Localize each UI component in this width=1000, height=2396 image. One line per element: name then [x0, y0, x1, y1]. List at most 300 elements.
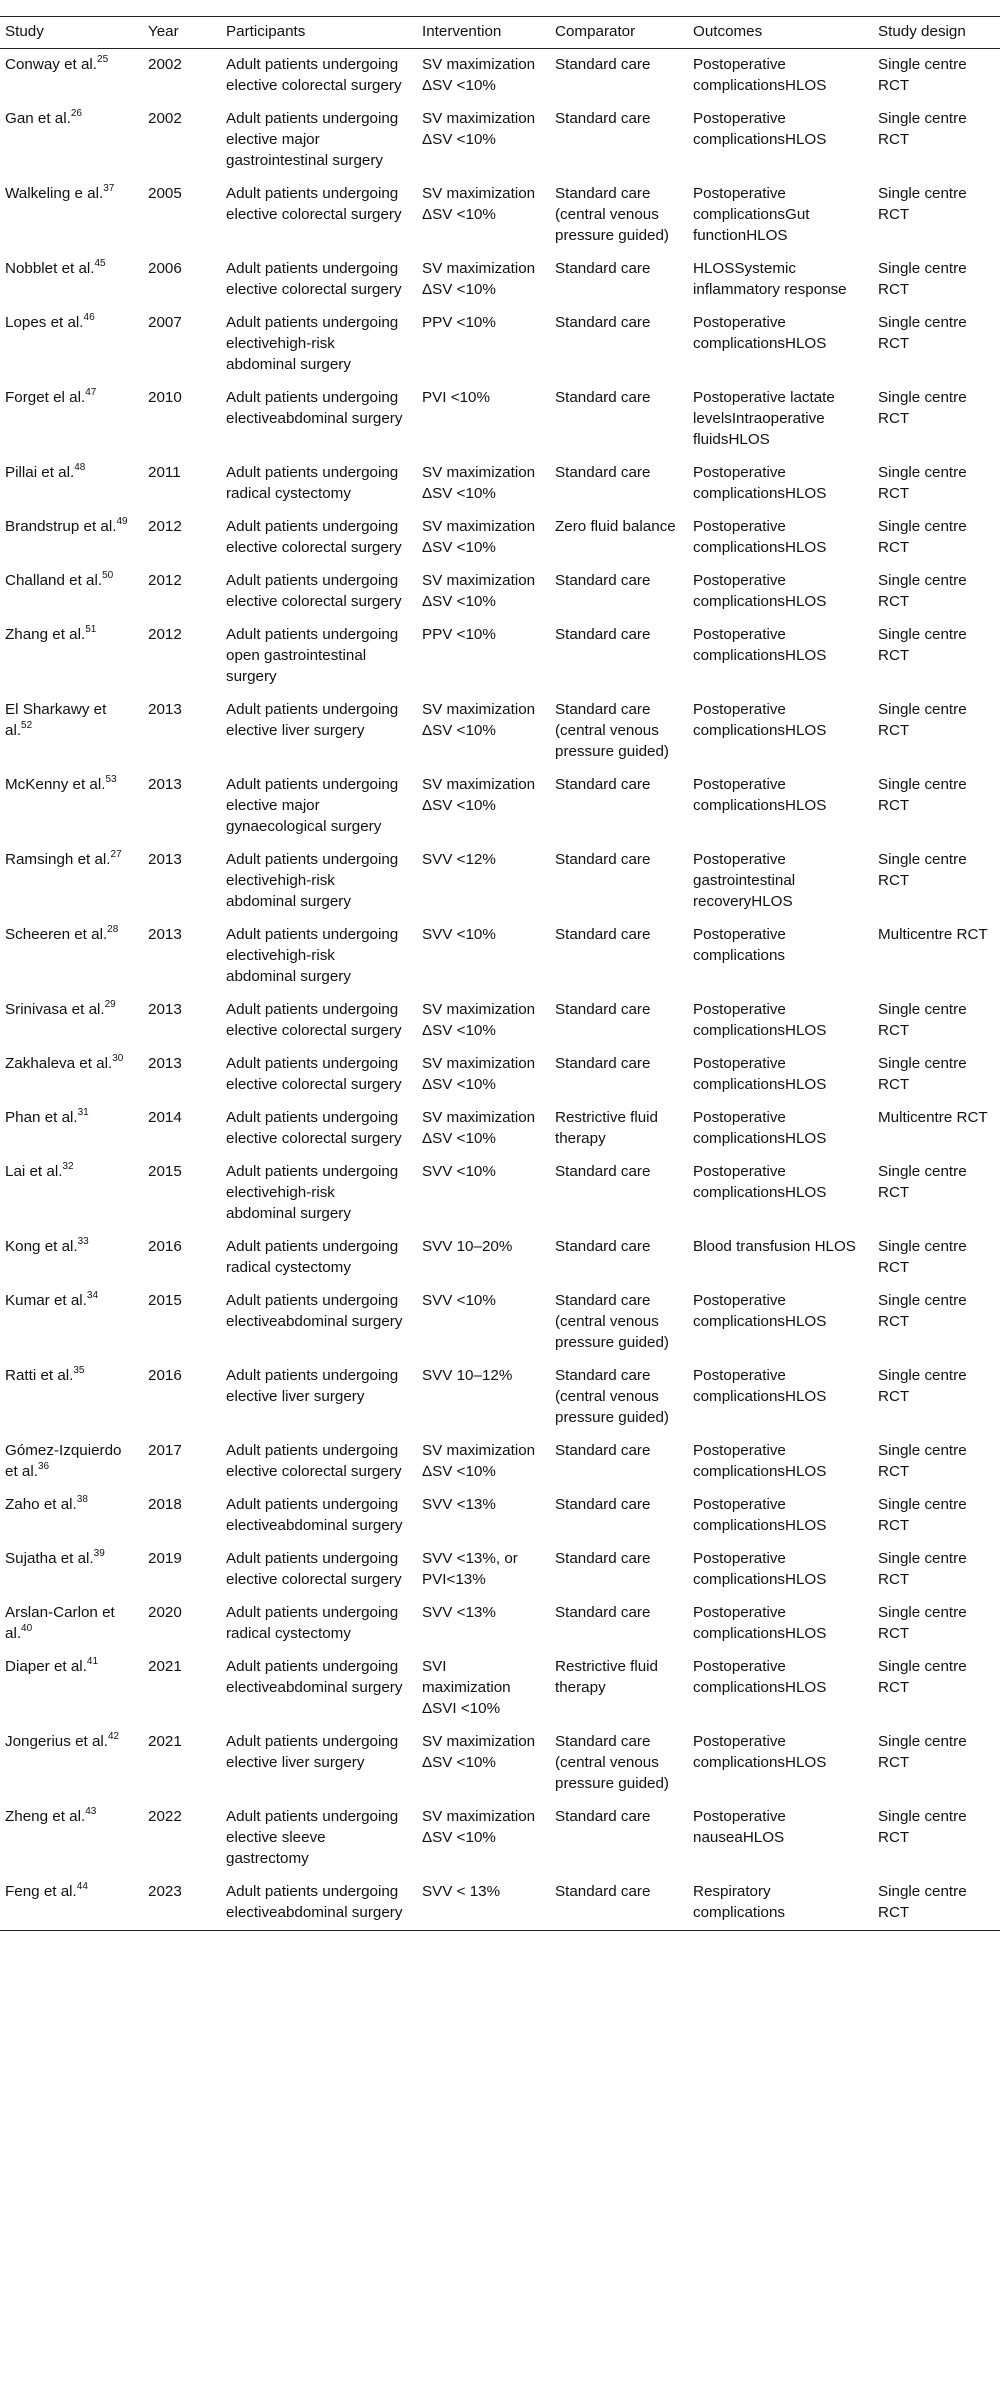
- cell-study: [0, 1543, 140, 1597]
- table-row: [0, 1435, 1000, 1489]
- cell-comparator: Standard care: [555, 1163, 651, 1180]
- table-row: [0, 457, 1000, 511]
- header-study-design: Study design: [870, 17, 1000, 49]
- cell-participants: Adult patients undergoing electiveabdominal surgery: [226, 1658, 403, 1696]
- cell-outcomes: Postoperative complicationsHLOS: [693, 626, 827, 664]
- study-name: Lai et al.: [5, 1163, 63, 1180]
- cell-outcomes: Postoperative complicationsHLOS: [693, 1550, 827, 1588]
- cell-outcomes: Postoperative complicationsHLOS: [693, 1292, 827, 1330]
- cell-intervention: PPV <10%: [422, 314, 496, 331]
- cell-outcomes: Postoperative complicationsHLOS: [693, 1733, 827, 1771]
- cell-comparator: Restrictive fluid therapy: [555, 1109, 658, 1147]
- cell-study: [0, 307, 140, 382]
- header-participants: Participants: [218, 17, 414, 49]
- study-name: Sujatha et al.: [5, 1550, 94, 1567]
- table-row: [0, 1801, 1000, 1876]
- cell-comparator: Standard care: [555, 1442, 651, 1459]
- table-row: [0, 1156, 1000, 1231]
- cell-comparator: Standard care: [555, 926, 651, 943]
- cell-comparator: Standard care (central venous pressure guided): [555, 701, 669, 760]
- cell-year: 2021: [148, 1658, 182, 1675]
- study-name: Walkeling e al.: [5, 185, 104, 202]
- cell-comparator: Standard care: [555, 110, 651, 127]
- cell-outcomes: Postoperative complicationsHLOS: [693, 1496, 827, 1534]
- cell-year: 2011: [148, 464, 181, 481]
- cell-intervention: SVV <10%: [422, 1292, 496, 1309]
- cell-outcomes: Postoperative complicationsHLOS: [693, 1055, 827, 1093]
- study-name: Scheeren et al.: [5, 926, 108, 943]
- cell-study: [0, 382, 140, 457]
- cell-outcomes: Postoperative complicationsHLOS: [693, 1001, 827, 1039]
- cell-study-design: Single centre RCT: [878, 1496, 967, 1534]
- cell-year: 2007: [148, 314, 182, 331]
- table-row: [0, 1048, 1000, 1102]
- cell-study: [0, 1597, 140, 1651]
- study-name: Brandstrup et al.: [5, 518, 117, 535]
- cell-study-design: Single centre RCT: [878, 1292, 967, 1330]
- cell-outcomes: HLOSSystemic inflammatory response: [693, 260, 847, 298]
- cell-comparator: Standard care: [555, 389, 651, 406]
- cell-year: 2017: [148, 1442, 182, 1459]
- cell-participants: Adult patients undergoing elective colorectal surgery: [226, 185, 402, 223]
- cell-study-design: Single centre RCT: [870, 1876, 1000, 1931]
- cell-intervention: SV maximization ΔSV <10%: [422, 464, 536, 502]
- cell-study-design: Single centre RCT: [878, 314, 967, 352]
- cell-outcomes: Postoperative gastrointestinal recoveryHLOS: [693, 851, 796, 910]
- table-row: [0, 178, 1000, 253]
- cell-outcomes: Postoperative complications: [693, 926, 786, 964]
- cell-year: 2005: [148, 185, 182, 202]
- cell-intervention: SVV 10–12%: [422, 1367, 513, 1384]
- cell-intervention: SV maximization ΔSV <10%: [422, 1733, 536, 1771]
- study-reference: 50: [102, 569, 114, 581]
- cell-outcomes: Postoperative complicationsHLOS: [693, 1442, 827, 1480]
- cell-study-design: Single centre RCT: [878, 518, 967, 556]
- cell-participants: Adult patients undergoing radical cystectomy: [226, 1604, 399, 1642]
- table-row: [0, 253, 1000, 307]
- cell-intervention: SVV 10–20%: [422, 1238, 513, 1255]
- study-reference: 38: [76, 1493, 88, 1505]
- study-reference: 53: [105, 773, 117, 785]
- header-intervention: Intervention: [414, 17, 547, 49]
- study-name: Forget el al.: [5, 389, 86, 406]
- cell-study: [0, 769, 140, 844]
- cell-comparator: Standard care: [555, 626, 651, 643]
- cell-year: 2013: [148, 776, 182, 793]
- study-reference: 31: [77, 1106, 89, 1118]
- table-row: [0, 844, 1000, 919]
- study-reference: 28: [107, 923, 119, 935]
- study-reference: 51: [85, 623, 97, 635]
- cell-outcomes: Postoperative complicationsHLOS: [693, 1658, 827, 1696]
- cell-study-design: Single centre RCT: [878, 389, 967, 427]
- cell-year: 2018: [148, 1496, 182, 1513]
- cell-study: [0, 511, 140, 565]
- cell-intervention: SV maximization ΔSV <10%: [422, 185, 536, 223]
- study-name: Diaper et al.: [5, 1658, 87, 1675]
- cell-study: [0, 253, 140, 307]
- cell-participants: Adult patients undergoing electiveabdominal surgery: [218, 1876, 414, 1931]
- cell-participants: Adult patients undergoing electivehigh-risk abdominal surgery: [226, 926, 399, 985]
- study-name: Kumar et al.: [5, 1292, 87, 1309]
- cell-study: [0, 1231, 140, 1285]
- cell-study-design: Single centre RCT: [878, 464, 967, 502]
- cell-study-design: Single centre RCT: [878, 1550, 967, 1588]
- cell-comparator: Standard care: [555, 464, 651, 481]
- cell-study: [0, 1360, 140, 1435]
- cell-intervention: SVV <13%: [422, 1496, 496, 1513]
- cell-intervention: SV maximization ΔSV <10%: [422, 1442, 536, 1480]
- table-row: [0, 919, 1000, 994]
- cell-outcomes: Postoperative complicationsHLOS: [693, 518, 827, 556]
- study-name: Arslan-Carlon et al.: [5, 1604, 115, 1642]
- table-row: [0, 1285, 1000, 1360]
- study-name: Challand et al.: [5, 572, 103, 589]
- cell-participants: Adult patients undergoing electiveabdominal surgery: [226, 389, 403, 427]
- cell-intervention: SV maximization ΔSV <10%: [422, 518, 536, 556]
- study-name: Ramsingh et al.: [5, 851, 111, 868]
- cell-outcomes: Postoperative complicationsHLOS: [693, 776, 827, 814]
- cell-participants: Adult patients undergoing elective liver surgery: [226, 701, 399, 739]
- study-reference: 49: [116, 515, 128, 527]
- study-reference: 30: [112, 1052, 124, 1064]
- cell-intervention: SV maximization ΔSV <10%: [422, 1808, 536, 1846]
- cell-intervention: SV maximization ΔSV <10%: [422, 572, 536, 610]
- header-comparator: Comparator: [547, 17, 685, 49]
- cell-year: 2013: [148, 701, 182, 718]
- study-name: Zakhaleva et al.: [5, 1055, 113, 1072]
- cell-intervention: SV maximization ΔSV <10%: [422, 56, 536, 94]
- study-name: Phan et al.: [5, 1109, 78, 1126]
- cell-intervention: PVI <10%: [422, 389, 490, 406]
- cell-comparator: Standard care: [555, 1604, 651, 1621]
- table-row: [0, 1597, 1000, 1651]
- cell-study-design: Single centre RCT: [878, 56, 967, 94]
- cell-year: 2012: [148, 518, 182, 535]
- study-reference: 46: [83, 311, 95, 323]
- cell-participants: Adult patients undergoing elective major gynaecological surgery: [226, 776, 399, 835]
- study-reference: 52: [21, 719, 33, 731]
- cell-study: [0, 1048, 140, 1102]
- table-row: [0, 1651, 1000, 1726]
- cell-outcomes: Postoperative complicationsHLOS: [693, 701, 827, 739]
- cell-year: 2013: [148, 1055, 182, 1072]
- study-reference: 43: [85, 1805, 97, 1817]
- header-year: Year: [140, 17, 218, 49]
- cell-study: [0, 49, 140, 104]
- study-name: Feng et al.: [5, 1883, 77, 1900]
- study-reference: 45: [94, 257, 106, 269]
- cell-year: 2012: [148, 572, 182, 589]
- cell-participants: Adult patients undergoing elective sleeve gastrectomy: [226, 1808, 399, 1867]
- cell-year: 2012: [148, 626, 182, 643]
- study-reference: 39: [93, 1547, 105, 1559]
- cell-participants: Adult patients undergoing radical cystectomy: [226, 464, 399, 502]
- header-row: [0, 17, 1000, 49]
- cell-comparator: Standard care: [555, 1238, 651, 1255]
- cell-outcomes: Postoperative complicationsHLOS: [693, 110, 827, 148]
- cell-participants: Adult patients undergoing elective colorectal surgery: [226, 260, 402, 298]
- cell-comparator: Standard care: [555, 314, 651, 331]
- cell-comparator: Standard care: [555, 260, 651, 277]
- study-name: Zhang et al.: [5, 626, 86, 643]
- cell-participants: Adult patients undergoing electivehigh-risk abdominal surgery: [226, 314, 399, 373]
- cell-study: [0, 565, 140, 619]
- cell-intervention: SV maximization ΔSV <10%: [422, 1109, 536, 1147]
- cell-participants: Adult patients undergoing elective colorectal surgery: [226, 1550, 402, 1588]
- cell-year: 2022: [148, 1808, 182, 1825]
- table-row: [0, 694, 1000, 769]
- table-row: [0, 565, 1000, 619]
- table-row: [0, 1876, 1000, 1931]
- cell-intervention: SV maximization ΔSV <10%: [422, 1001, 536, 1039]
- cell-participants: Adult patients undergoing elective liver surgery: [226, 1367, 399, 1405]
- cell-participants: Adult patients undergoing electivehigh-risk abdominal surgery: [226, 851, 399, 910]
- cell-study-design: Single centre RCT: [878, 701, 967, 739]
- cell-intervention: SV maximization ΔSV <10%: [422, 260, 536, 298]
- study-name: Lopes et al.: [5, 314, 84, 331]
- cell-study-design: Single centre RCT: [878, 1733, 967, 1771]
- cell-study-design: Single centre RCT: [878, 185, 967, 223]
- cell-study-design: Single centre RCT: [878, 851, 967, 889]
- cell-comparator: Standard care: [555, 851, 651, 868]
- study-reference: 29: [104, 998, 116, 1010]
- table-row: [0, 103, 1000, 178]
- table-row: [0, 382, 1000, 457]
- cell-comparator: Standard care: [555, 572, 651, 589]
- cell-study-design: Single centre RCT: [878, 572, 967, 610]
- cell-year: 2013: [148, 926, 182, 943]
- cell-comparator: Standard care: [555, 1001, 651, 1018]
- cell-outcomes: Postoperative complicationsHLOS: [693, 1367, 827, 1405]
- table-row: [0, 307, 1000, 382]
- cell-participants: Adult patients undergoing electiveabdominal surgery: [226, 1292, 403, 1330]
- table-body: [0, 49, 1000, 1931]
- cell-comparator: Standard care: [555, 776, 651, 793]
- table-row: [0, 994, 1000, 1048]
- study-reference: 41: [86, 1655, 99, 1667]
- cell-comparator: Standard care: [555, 1550, 651, 1567]
- cell-comparator: Standard care (central venous pressure guided): [555, 1292, 669, 1351]
- cell-outcomes: Postoperative lactate levelsIntraoperative fluidsHLOS: [693, 389, 835, 448]
- studies-table: [0, 16, 1000, 1931]
- cell-intervention: PPV <10%: [422, 626, 496, 643]
- cell-comparator: Standard care (central venous pressure guided): [555, 185, 669, 244]
- study-name: Conway et al.: [5, 56, 98, 73]
- cell-year: 2014: [148, 1109, 182, 1126]
- cell-participants: Adult patients undergoing elective colorectal surgery: [226, 572, 402, 610]
- cell-participants: Adult patients undergoing elective colorectal surgery: [226, 518, 402, 556]
- cell-participants: Adult patients undergoing radical cystectomy: [226, 1238, 399, 1276]
- cell-study: [0, 1726, 140, 1801]
- table-header: [0, 17, 1000, 49]
- study-reference: 35: [73, 1364, 85, 1376]
- cell-outcomes: Blood transfusion HLOS: [693, 1238, 856, 1255]
- cell-study-design: Single centre RCT: [878, 260, 967, 298]
- cell-study-design: Single centre RCT: [878, 1163, 967, 1201]
- cell-outcomes: Postoperative complicationsHLOS: [693, 464, 827, 502]
- cell-year: 2020: [148, 1604, 182, 1621]
- cell-study: [0, 919, 140, 994]
- cell-participants: Adult patients undergoing electiveabdominal surgery: [226, 1496, 403, 1534]
- cell-outcomes: Postoperative complicationsHLOS: [693, 1604, 827, 1642]
- cell-study: [0, 1489, 140, 1543]
- cell-study: [0, 994, 140, 1048]
- cell-participants: Adult patients undergoing electivehigh-risk abdominal surgery: [226, 1163, 399, 1222]
- study-reference: 48: [74, 461, 86, 473]
- table-row: [0, 769, 1000, 844]
- cell-year: 2016: [148, 1367, 182, 1384]
- study-name: Gómez-Izquierdo et al.: [5, 1442, 122, 1480]
- cell-participants: Adult patients undergoing elective colorectal surgery: [226, 1055, 402, 1093]
- table-row: [0, 1543, 1000, 1597]
- cell-study-design: Single centre RCT: [878, 1604, 967, 1642]
- cell-year: 2016: [148, 1238, 182, 1255]
- table-row: [0, 1726, 1000, 1801]
- cell-intervention: SVV <13%: [422, 1604, 496, 1621]
- cell-year: 2021: [148, 1733, 182, 1750]
- table-row: [0, 1489, 1000, 1543]
- cell-comparator: Standard care: [555, 1808, 651, 1825]
- cell-study-design: Multicentre RCT: [878, 1109, 988, 1126]
- study-reference: 27: [110, 848, 122, 860]
- table-row: [0, 511, 1000, 565]
- table-row: [0, 1102, 1000, 1156]
- cell-year: 2002: [148, 56, 182, 73]
- cell-year: 2002: [148, 110, 182, 127]
- cell-outcomes: Postoperative complicationsGut functionHLOS: [693, 185, 810, 244]
- study-name: Kong et al.: [5, 1238, 78, 1255]
- cell-comparator: Standard care: [555, 1496, 651, 1513]
- cell-participants: Adult patients undergoing open gastrointestinal surgery: [226, 626, 399, 685]
- study-reference: 36: [37, 1460, 50, 1472]
- cell-study: [0, 457, 140, 511]
- cell-intervention: SVV < 13%: [414, 1876, 547, 1931]
- cell-intervention: SV maximization ΔSV <10%: [422, 110, 536, 148]
- cell-study: [0, 178, 140, 253]
- cell-year: 2010: [148, 389, 182, 406]
- cell-outcomes: Postoperative complicationsHLOS: [693, 56, 827, 94]
- cell-comparator: Standard care: [555, 1055, 651, 1072]
- cell-outcomes: Postoperative complicationsHLOS: [693, 1163, 827, 1201]
- study-name: Srinivasa et al.: [5, 1001, 105, 1018]
- cell-study-design: Single centre RCT: [878, 1367, 967, 1405]
- cell-intervention: SVV <12%: [422, 851, 496, 868]
- cell-intervention: SVV <10%: [422, 1163, 496, 1180]
- cell-study: [0, 1435, 140, 1489]
- cell-participants: Adult patients undergoing elective colorectal surgery: [226, 1442, 402, 1480]
- header-study: Study: [0, 17, 140, 49]
- study-name: Gan et al.: [5, 110, 71, 127]
- cell-study-design: Single centre RCT: [878, 1658, 967, 1696]
- cell-study-design: Single centre RCT: [878, 110, 967, 148]
- cell-study-design: Single centre RCT: [878, 1442, 967, 1480]
- cell-year: 2006: [148, 260, 182, 277]
- study-name: Zaho et al.: [5, 1496, 77, 1513]
- cell-year: 2013: [148, 1001, 182, 1018]
- cell-comparator: Standard care (central venous pressure guided): [555, 1367, 669, 1426]
- cell-year: 2015: [148, 1163, 182, 1180]
- cell-comparator: Restrictive fluid therapy: [555, 1658, 658, 1696]
- cell-outcomes: Postoperative complicationsHLOS: [693, 314, 827, 352]
- cell-participants: Adult patients undergoing elective colorectal surgery: [226, 1001, 402, 1039]
- study-reference: 44: [76, 1880, 88, 1892]
- cell-study: [0, 1285, 140, 1360]
- cell-outcomes: Postoperative complicationsHLOS: [693, 1109, 827, 1147]
- table-row: [0, 49, 1000, 104]
- cell-intervention: SVV <13%, or PVI<13%: [422, 1550, 518, 1588]
- cell-intervention: SV maximization ΔSV <10%: [422, 1055, 536, 1093]
- cell-intervention: SV maximization ΔSV <10%: [422, 776, 536, 814]
- cell-year: 2015: [148, 1292, 182, 1309]
- study-name: Nobblet et al.: [5, 260, 95, 277]
- study-name: Ratti et al.: [5, 1367, 74, 1384]
- cell-year: 2019: [148, 1550, 182, 1567]
- cell-intervention: SVV <10%: [422, 926, 496, 943]
- cell-participants: Adult patients undergoing elective major gastrointestinal surgery: [226, 110, 399, 169]
- study-name: Zheng et al.: [5, 1808, 86, 1825]
- cell-study: [0, 619, 140, 694]
- table-row: [0, 1360, 1000, 1435]
- cell-comparator: Standard care: [547, 1876, 685, 1931]
- table-row: [0, 619, 1000, 694]
- cell-intervention: SVI maximization ΔSVI <10%: [422, 1658, 511, 1717]
- cell-study: [0, 1102, 140, 1156]
- cell-study: [0, 1876, 140, 1931]
- cell-outcomes: Postoperative complicationsHLOS: [693, 572, 827, 610]
- study-reference: 37: [103, 182, 115, 194]
- study-reference: 40: [21, 1622, 33, 1634]
- table-row: [0, 1231, 1000, 1285]
- cell-outcomes: Postoperative nauseaHLOS: [693, 1808, 786, 1846]
- cell-year: 2023: [140, 1876, 218, 1931]
- cell-study: [0, 1801, 140, 1876]
- cell-study-design: Single centre RCT: [878, 1001, 967, 1039]
- study-name: Pillai et al.: [5, 464, 75, 481]
- study-reference: 32: [62, 1160, 74, 1172]
- cell-participants: Adult patients undergoing elective liver surgery: [226, 1733, 399, 1771]
- cell-comparator: Standard care (central venous pressure guided): [555, 1733, 669, 1792]
- cell-participants: Adult patients undergoing elective colorectal surgery: [226, 56, 402, 94]
- cell-study: [0, 1651, 140, 1726]
- study-reference: 42: [108, 1730, 120, 1742]
- cell-study-design: Single centre RCT: [878, 1238, 967, 1276]
- cell-outcomes: Respiratory complications: [685, 1876, 870, 1931]
- cell-study-design: Single centre RCT: [878, 776, 967, 814]
- study-name: Jongerius et al.: [5, 1733, 108, 1750]
- cell-study-design: Single centre RCT: [878, 1808, 967, 1846]
- cell-study-design: Multicentre RCT: [878, 926, 988, 943]
- cell-study-design: Single centre RCT: [878, 1055, 967, 1093]
- cell-year: 2013: [148, 851, 182, 868]
- study-name: McKenny et al.: [5, 776, 106, 793]
- cell-intervention: SV maximization ΔSV <10%: [422, 701, 536, 739]
- study-reference: 25: [97, 53, 109, 65]
- cell-study: [0, 694, 140, 769]
- study-name: El Sharkawy et al.: [5, 701, 107, 739]
- study-reference: 34: [86, 1289, 99, 1301]
- header-outcomes: Outcomes: [685, 17, 870, 49]
- study-reference: 33: [77, 1235, 89, 1247]
- study-reference: 47: [85, 386, 97, 398]
- cell-study: [0, 844, 140, 919]
- cell-comparator: Standard care: [555, 56, 651, 73]
- cell-comparator: Zero fluid balance: [555, 518, 676, 535]
- cell-study-design: Single centre RCT: [878, 626, 967, 664]
- study-reference: 26: [70, 107, 82, 119]
- cell-participants: Adult patients undergoing elective colorectal surgery: [226, 1109, 402, 1147]
- cell-study: [0, 103, 140, 178]
